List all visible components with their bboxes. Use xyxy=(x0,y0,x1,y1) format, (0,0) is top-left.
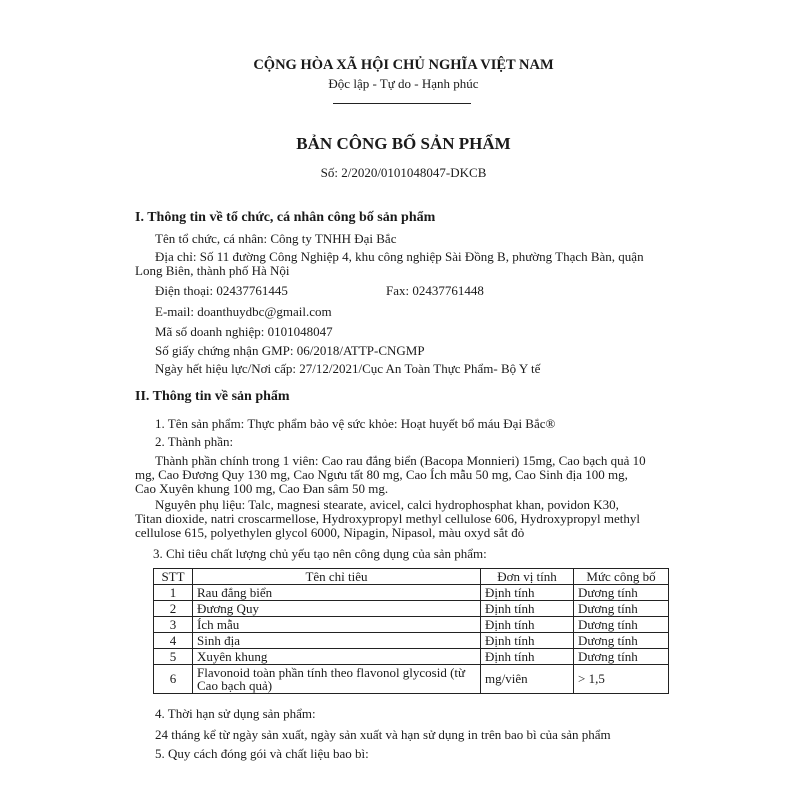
table-cell: Sinh địa xyxy=(193,633,481,649)
table-cell: 2 xyxy=(154,601,193,617)
table-cell: Xuyên khung xyxy=(193,649,481,665)
table-cell: Dương tính xyxy=(574,585,669,601)
shelf-life-text: 24 tháng kể từ ngày sản xuất, ngày sản xuất và hạn sử dụng in trên bao bì của sản phẩm xyxy=(155,727,611,742)
page-title: BẢN CÔNG BỐ SẢN PHẨM xyxy=(296,134,511,153)
excipients-line: Nguyên phụ liệu: Talc, magnesi stearate, avicel, calci hydrophosphat khan, povidon K30, xyxy=(155,497,619,512)
org-fax: Fax: 02437761448 xyxy=(386,283,484,298)
table-cell: Dương tính xyxy=(574,649,669,665)
table-cell: Định tính xyxy=(481,617,574,633)
table-cell: mg/viên xyxy=(481,665,574,694)
quality-table xyxy=(153,568,669,694)
table-row xyxy=(154,633,669,649)
main-ingredients-line: Cao Xuyên khung 100 mg, Cao Đan sâm 50 mg. xyxy=(135,481,389,496)
excipients-line: cellulose 615, polyethylen glycol 6000, Nipagin, Nipasol, màu oxyd sắt đỏ xyxy=(135,525,525,540)
org-address-line-2: Long Biên, thành phố Hà Nội xyxy=(135,263,290,278)
table-cell: Định tính xyxy=(481,649,574,665)
table-cell: Đương Quy xyxy=(193,601,481,617)
table-cell: Dương tính xyxy=(574,617,669,633)
header-divider xyxy=(333,103,471,104)
table-row xyxy=(154,617,669,633)
table-cell: 6 xyxy=(154,665,193,694)
column-header: Mức công bố xyxy=(574,569,669,585)
table-cell: Định tính xyxy=(481,585,574,601)
section-2-heading: II. Thông tin về sản phẩm xyxy=(135,389,290,404)
table-row xyxy=(154,585,669,601)
table-cell: > 1,5 xyxy=(574,665,669,694)
table-cell: Định tính xyxy=(481,601,574,617)
main-ingredients-line: Thành phần chính trong 1 viên: Cao rau đắng biển (Bacopa Monnieri) 15mg, Cao bạch quả 10 xyxy=(155,453,646,468)
shelf-life-label: 4. Thời hạn sử dụng sản phẩm: xyxy=(155,706,316,721)
document-number: Số: 2/2020/0101048047-DKCB xyxy=(320,165,487,180)
table-row xyxy=(154,649,669,665)
column-header: Tên chỉ tiêu xyxy=(193,569,481,585)
table-row xyxy=(154,665,669,694)
quality-criteria-label: 3. Chỉ tiêu chất lượng chủ yếu tạo nên công dụng của sản phẩm: xyxy=(153,546,487,561)
table-header-row xyxy=(154,569,669,585)
section-1-heading: I. Thông tin về tổ chức, cá nhân công bố sản phẩm xyxy=(135,210,436,225)
table-cell: Ích mẫu xyxy=(193,617,481,633)
table-cell: Dương tính xyxy=(574,633,669,649)
table-cell: Rau đắng biển xyxy=(193,585,481,601)
packaging-label: 5. Quy cách đóng gói và chất liệu bao bì: xyxy=(155,746,369,761)
product-name: 1. Tên sản phẩm: Thực phẩm bảo vệ sức khỏe: Hoạt huyết bổ máu Đại Bắc® xyxy=(155,416,556,431)
org-tax-code: Mã số doanh nghiệp: 0101048047 xyxy=(155,324,333,339)
column-header: Đơn vị tính xyxy=(481,569,574,585)
table-cell: 1 xyxy=(154,585,193,601)
table-cell: Định tính xyxy=(481,633,574,649)
org-address-line-1: Địa chỉ: Số 11 đường Công Nghiệp 4, khu công nghiệp Sài Đồng B, phường Thạch Bàn, quận xyxy=(155,249,644,264)
table-cell: Dương tính xyxy=(574,601,669,617)
org-gmp-validity: Ngày hết hiệu lực/Nơi cấp: 27/12/2021/Cục An Toàn Thực Phẩm- Bộ Y tế xyxy=(155,361,541,376)
ingredients-label: 2. Thành phần: xyxy=(155,434,234,449)
table-row xyxy=(154,601,669,617)
national-motto: Độc lập - Tự do - Hạnh phúc xyxy=(328,76,479,91)
table-cell: 3 xyxy=(154,617,193,633)
main-ingredients-line: mg, Cao Đương Quy 130 mg, Cao Ngưu tất 80 mg, Cao Ích mẫu 50 mg, Cao Sinh địa 100 mg, xyxy=(135,467,628,482)
excipients-line: Titan dioxide, natri croscarmellose, Hydroxypropyl methyl cellulose 606, Hydroxypropyl methyl xyxy=(135,511,640,526)
table-cell: 4 xyxy=(154,633,193,649)
table-cell: 5 xyxy=(154,649,193,665)
org-name: Tên tổ chức, cá nhân: Công ty TNHH Đại Bắc xyxy=(155,231,397,246)
column-header: STT xyxy=(154,569,193,585)
table-cell: Flavonoid toàn phần tính theo flavonol glycosid (từ Cao bạch quả) xyxy=(193,665,481,694)
org-gmp: Số giấy chứng nhận GMP: 06/2018/ATTP-CNGMP xyxy=(155,343,425,358)
national-header: CỘNG HÒA XÃ HỘI CHỦ NGHĨA VIỆT NAM xyxy=(253,57,554,73)
org-email: E-mail: doanthuydbc@gmail.com xyxy=(155,304,332,319)
org-phone: Điện thoại: 02437761445 xyxy=(155,283,288,298)
